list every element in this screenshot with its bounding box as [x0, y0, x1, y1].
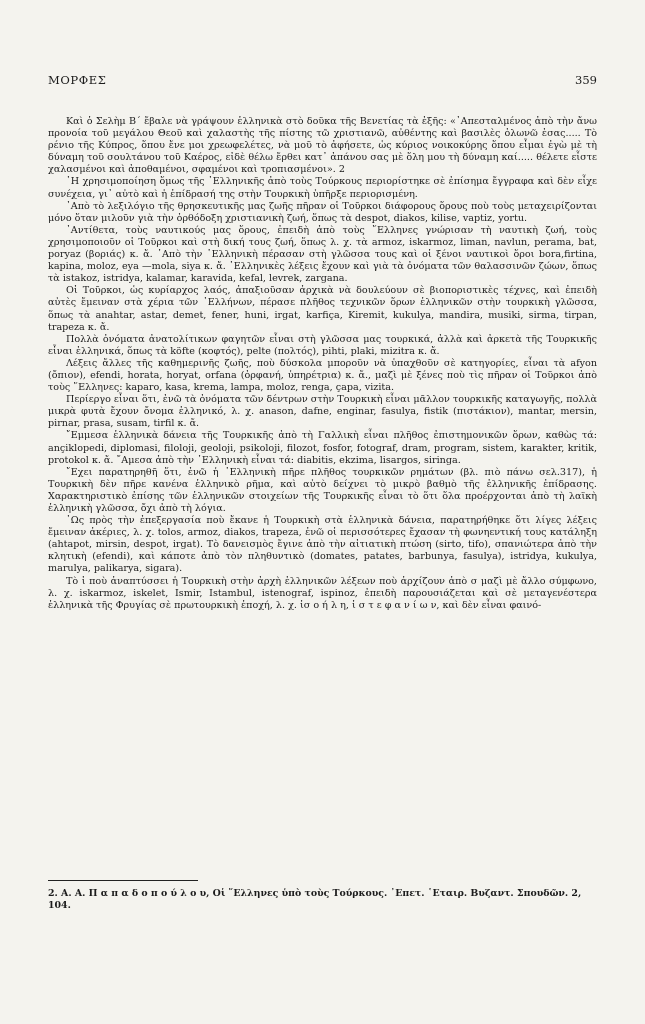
main-text — [48, 116, 597, 612]
paragraph: Περίεργο εἶναι ὅτι, ἐνῶ τὰ ὀνόματα τῶν δέντρων στὴν Τουρκικὴ εἶναι μᾶλλον τουρκικῆς καταγωγῆς, πολλὰ μικρὰ φυτὰ ἔχουν ὄνομα ἑλληνικό, λ. χ. anason, dafne, enginar, fasulya, fistik (πιστάκιον), mantar, mersin, pirnar, prasa, susam, tirfil κ. ἄ. — [48, 394, 597, 430]
paragraph: ᾿Απὸ τὸ λεξιλόγιο τῆς θρησκευτικῆς μας ζωῆς πῆραν οἱ Τοῦρκοι διάφορους ὅρους ποὺ τοὺς μεταχειρίζονται μόνο ὅταν μιλοῦν γιὰ τὴν ὀρθόδοξη χριστιανικὴ ζωή, ὅπως τὰ despot, diakos, kilise, vaptiz, yortu. — [48, 200, 597, 224]
footnote-divider — [48, 880, 198, 881]
paragraph: Πολλὰ ὀνόματα ἀνατολίτικων φαγητῶν εἶναι στὴ γλῶσσα μας τουρκικά, ἀλλὰ καὶ ἀρκετὰ τῆς Τουρκικῆς εἶναι ἑλληνικά, ὅπως τὰ köfte (κοφτός), pelte (πολτός), pihti, plaki, mizitra κ. ἄ. — [48, 333, 597, 357]
paragraph: ῾Ως πρὸς τὴν ἐπεξεργασία ποὺ ἔκανε ἡ Τουρκικὴ στὰ ἑλληνικὰ δάνεια, παρατηρήθηκε ὅτι λίγες λέξεις ἔμειναν ἀκέριες, λ. χ. tolos, armoz, diakos, trapeza, ἐνῶ οἱ περισσότερες ἔχασαν τὴ φωνηεντική τους κατάληξη (ahtapot, mirsin, despot, irgat). Τὸ δανεισμὸς ἔγινε ἀπὸ τὴν αἰτιατικὴ πτώση (sirto, tifo), σπανιώτερα ἀπὸ τὴν κλητικὴ (efendi), καὶ κάποτε ἀπὸ τὸν πληθυντικὸ (domates, patates, barbunya, fasulya), istridya, kukulya, marulya, palikarya, sigara). — [48, 515, 597, 575]
running-title: ΜΟΡΦΕΣ — [48, 73, 107, 87]
paragraph: ᾿Αντίθετα, τοὺς ναυτικούς μας ὅρους, ἐπειδὴ ἀπὸ τοὺς ῞Ελληνες γνώρισαν τὴ ναυτικὴ ζωή, τοὺς χρησιμοποιοῦν οἱ Τοῦρκοι καὶ στὴ δική τους ζωή, ὅπως λ. χ. τὰ armoz, iskarmoz, liman, navlun, perama, bat, poryaz (βοριάς) κ. ἄ. ᾿Απὸ τὴν ῾Ελληνικὴ πέρασαν στὴ γλῶσσα τους καὶ οἱ ξένοι ναυτικοὶ ὅροι bora,firtina, kapina, moloz, eya —mola, siya κ. ἄ. ῾Ελληνικὲς λέξεις ἔχουν καὶ γιὰ τὰ ὀνόματα τῶν θαλασσινῶν ζώων, ὅπως τὰ istakoz, istridya, kalamar, karavida, kefal, levrek, zargana. — [48, 224, 597, 285]
paragraph: Τὸ ἱ ποὺ ἀναπτύσσει ἡ Τουρκικὴ στὴν ἀρχὴ ἑλληνικῶν λέξεων ποὺ ἀρχίζουν ἀπὸ σ μαζὶ μὲ ἄλλο σύμφωνο, λ. χ. iskarmoz, iskelet, Ismir, Istambul, istenograf, ispinoz, ἐπειδὴ παρουσιάζεται καὶ σὲ μεταγενέστερα ἑλληνικὰ τῆς Φρυγίας σὲ πρωτουρκικὴ ἐποχή, λ. χ. ἰσ ο ή λ η, ἰ σ τ ε φ α ν ί ω ν, καὶ δὲν εἶναι φαινό- — [48, 575, 597, 611]
paragraph: Καὶ ὁ Σελὴμ Β´ ἔβαλε νὰ γράψουν ἑλληνικὰ στὸ δοῦκα τῆς Βενετίας τὰ ἑξῆς: «᾿Απεσταλμένος ἀπὸ τὴν ἄνω προνοία τοῦ μεγάλου Θεοῦ καὶ χαλαστὴς τῆς πίστης τῶ χριστιανῶ, αὐθέντης καὶ βασιλὲς ὁλωνῶ ἑσας..... Τὸ ρένιο τῆς Κύπρος, ὅπου ἔνε μοι χρεωφελέτες, νὰ μοῦ τὸ ἀφήσετε, ὡς κύριος νοικοκύρης ὅπου εἶμαι ἐγὼ μὲ τὴ δύναμη τοῦ σουλτάνου τοῦ Καέρος, εἰδὲ θέλω ἔρθει κατ᾿ ἀπάνου σας μὲ ὅλη μου τὴ δύναμη καί..... θέλετε εἶστε χαλασμένοι καὶ ἀποθαμένοι, σφαμένοι καὶ τροπιασμένοι». 2 — [48, 116, 597, 176]
paragraph: ῾Η χρησιμοποίηση ὅμως τῆς ῾Ελληνικῆς ἀπὸ τοὺς Τούρκους περιορίστηκε σὲ ἐπίσημα ἔγγραφα καὶ δὲν εἶχε συνέχεια, γι᾿ αὐτὸ καὶ ἡ ἐπίδρασή της στὴν Τουρκικὴ ὑπῆρξε περιορισμένη. — [48, 176, 597, 200]
paragraph: Λέξεις ἄλλες τῆς καθημερινῆς ζωῆς, ποὺ δύσκολα μποροῦν νὰ ὑπαχθοῦν σὲ κατηγορίες, εἶναι τὰ afyon (ὄπιον), efendi, horata, horyat, orfana (ὀρφανή, ὑπηρέτρια) κ. ἄ., μαζὶ μὲ ξένες ποὺ τὶς πῆραν οἱ Τοῦρκοι ἀπὸ τοὺς ῞Ελληνες: kaparo, kasa, krema, lampa, moloz, renga, çapa, vizita. — [48, 357, 597, 394]
paragraph: ῎Εμμεσα ἑλληνικὰ δάνεια τῆς Τουρκικῆς ἀπὸ τὴ Γαλλικὴ εἶναι πλῆθος ἐπιστημονικῶν ὅρων, καθὼς τά: ançiklopedi, diplomasi, filoloji, geoloji, psikoloji, filozot, fosfor, fotograf, dram, program, sistem, karakter, kritik, protokol κ. ἄ. ῎Αμεσα ἀπὸ τὴν ῾Ελληνικὴ εἶναι τά: diabitis, ekzima, lisargos, siringa. — [48, 430, 597, 466]
running-header — [48, 73, 597, 91]
page-number: 359 — [575, 73, 597, 87]
footnote: 2. Α. Α. Π α π α δ ο π ο ύ λ ο υ, Οἱ ῞Ελληνες ὑπὸ τοὺς Τούρκους. ᾿Επετ. ῾Εταιρ. Βυζαντ. Σπουδῶν. 2, 104. — [48, 888, 582, 911]
paragraph: Οἱ Τοῦρκοι, ὡς κυρίαρχος λαός, ἀπαξιοῦσαν ἀρχικὰ νὰ δουλεύουν σὲ βιοποριστικὲς τέχνες, καὶ ἐπειδὴ αὐτὲς ἔμειναν στὰ χέρια τῶν ῾Ελλήνων, πέρασε πλῆθος τεχνικῶν ὅρων ἑλληνικῶν στὴν τουρκικὴ γλῶσσα, ὅπως τὰ anahtar, astar, demet, fener, huni, irgat, karfiça, Kiremit, kukulya, mandira, musiki, sirma, tirpan, trapeza κ. ἄ. — [48, 285, 597, 333]
paragraph: ῎Εχει παρατηρηθῆ ὅτι, ἐνῶ ἡ ῾Ελληνικὴ πῆρε πλῆθος τουρκικῶν ρημάτων (βλ. πιὸ πάνω σελ.317), ἡ Τουρκικὴ δὲν πῆρε κανένα ἑλληνικὸ ρῆμα, καὶ αὐτὸ δείχνει τὸ μικρὸ βαθμὸ τῆς ἑλληνικῆς ἐπίδρασης. Χαρακτηριστικὸ ἐπίσης τῶν ἑλληνικῶν στοιχείων τῆς Τουρκικῆς εἶναι τὸ ὅτι ὅλα προέρχονται ἀπὸ τὴ λαϊκὴ ἑλληνικὴ γλῶσσα, ὄχι ἀπὸ τὴ λόγια. — [48, 466, 597, 514]
